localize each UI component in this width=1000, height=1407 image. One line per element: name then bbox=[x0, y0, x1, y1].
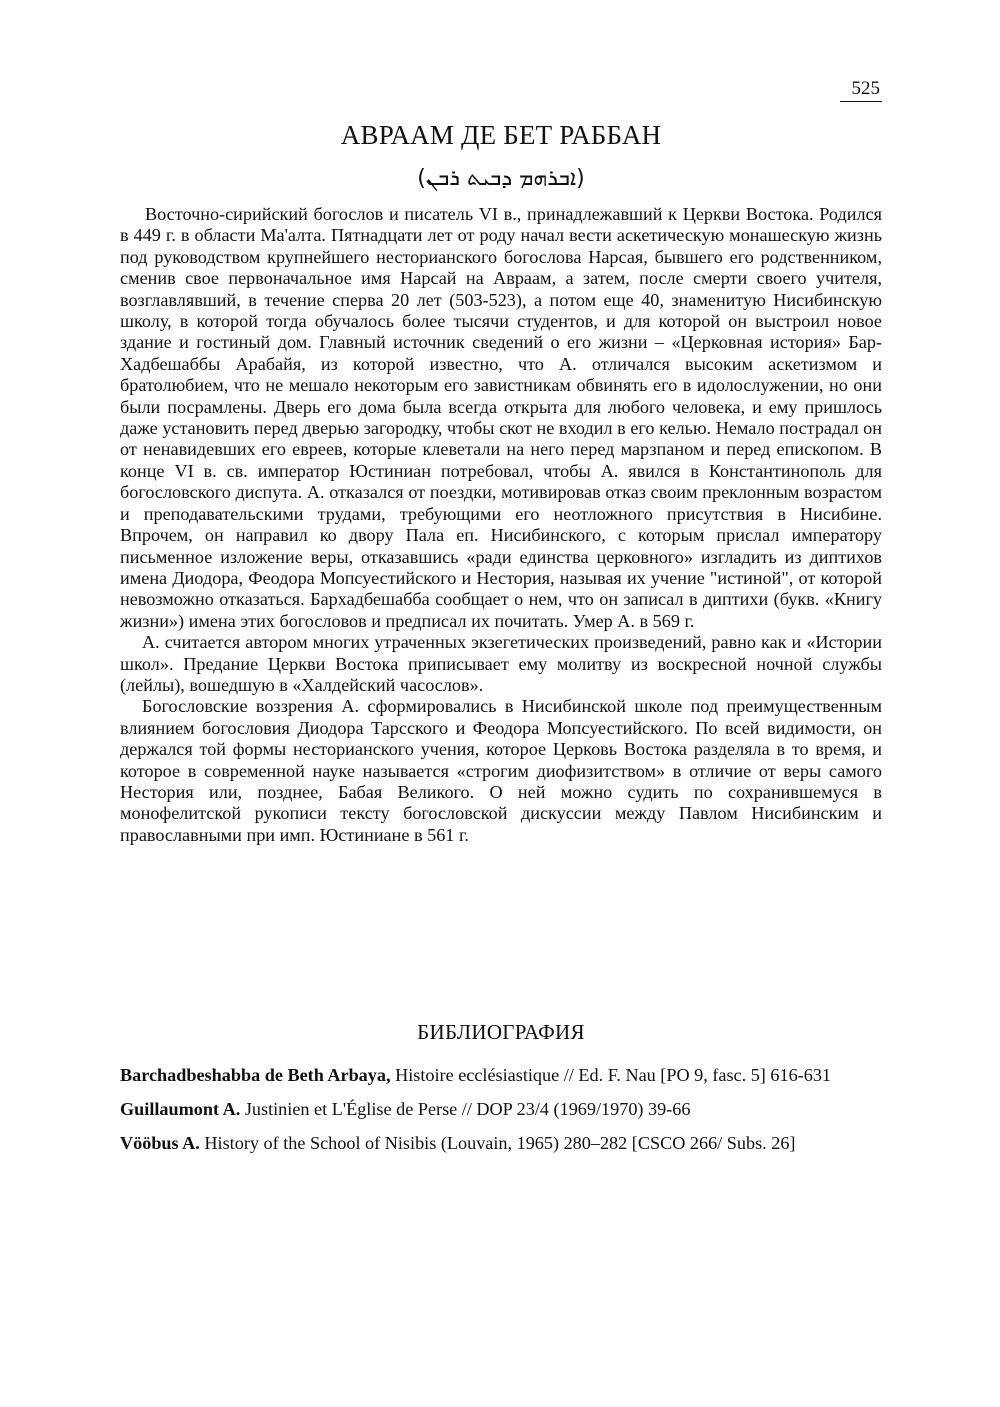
page-number: 525 bbox=[840, 78, 883, 102]
bibliography-text: Justinien et L'Église de Perse // DOP 23/4 (1969/1970) 39-66 bbox=[240, 1099, 691, 1119]
bibliography-entry bbox=[120, 1097, 882, 1121]
syriac-name: (ܐܒܪܗܡ ܕܒܝܬ ܪܒܢ) bbox=[417, 166, 585, 191]
bibliography-text: History of the School of Nisibis (Louvain, 1965) 280–282 [CSCO 266/ Subs. 26] bbox=[199, 1133, 796, 1153]
bibliography-text: Histoire ecclésiastique // Ed. F. Nau [PO 9, fasc. 5] 616-631 bbox=[390, 1065, 832, 1085]
bibliography-author: Vööbus A. bbox=[120, 1133, 200, 1153]
bibliography-heading: БИБЛИОГРАФИЯ bbox=[417, 1020, 585, 1044]
article-body bbox=[120, 204, 882, 846]
bibliography-entry bbox=[120, 1131, 882, 1155]
bibliography-author: Guillaumont A. bbox=[120, 1099, 241, 1119]
bibliography-entry bbox=[120, 1063, 882, 1087]
paragraph-works: А. считается автором многих утраченных экзегетических произведений, равно как и «Истории школ». Предание Церкви Востока приписывает ему молитву из воскресной ночной службы (лейлы), вошедшую в «Халдейский часослов». bbox=[120, 632, 882, 695]
paragraph-theology: Богословские воззрения А. сформировались в Нисибинской школе под преимущественным влиянием богословия Диодора Тарсского и Феодора Мопсуестийского. По всей видимости, он держался той формы несторианского учения, которое Церковь Востока разделяла в то время, и которое в современной науке называется «строгим диофизитством» в отличие от веры самого Нестория или, позднее, Бабая Великого. О ней можно судить по сохранившемуся в монофелитской рукописи тексту богословской дискуссии между Павлом Нисибинским и православными при имп. Юстиниане в 561 г. bbox=[120, 696, 882, 845]
bibliography-list bbox=[120, 1063, 882, 1165]
bibliography-author: Barchadbeshabba de Beth Arbaya, bbox=[120, 1065, 391, 1085]
paragraph-biography: Восточно-сирийский богослов и писатель VI в., принадлежавший к Церкви Востока. Родился в 449 г. в области Ма'алта. Пятнадцати лет от роду начал вести аскетическую монашескую жизнь под руководством крупнейшего несторианского богослова Нарсая, бывшего его родственником, сменив свое первоначальное имя Нарсай на Авраам, а затем, после смерти своего учителя, возглавлявший, в течение сперва 20 лет (503-523), а потом еще 40, знаменитую Нисибинскую школу, в которой тогда обучалось более тысячи студентов, и для которой он выстроил новое здание и гостиный дом. Главный источник сведений о его жизни – «Церковная история» Бар-Хадбешаббы Арабайя, из которой известно, что А. отличался высоким аскетизмом и братолюбием, что не мешало некоторым его завистникам обвинять его в идолослужении, но они были посрамлены. Дверь его дома была всегда открыта для любого человека, и ему пришлось даже установить перед дверью загородку, чтобы скот не входил в его келью. Немало пострадал он от ненавидевших его евреев, которые клеветали на него перед марзпаном и перед епископом. В конце VI в. св. император Юстиниан потребовал, чтобы А. явился в Константинополь для богословского диспута. А. отказался от поездки, мотивировав отказ своим преклонным возрастом и преподавательскими трудами, требующими его неотложного присутствия в Нисибине. Впрочем, он направил ко двору Пала еп. Нисибинского, с которым прислал императору письменное изложение веры, отказавшись «ради единства церковного» изгладить из диптихов имена Диодора, Феодора Мопсуестийского и Нестория, называя их учение "истиной", от которой невозможно отказаться. Бархадбешабба сообщает о нем, что он записал в диптихи (букв. «Книгу жизни») имена этих богословов и предписал их почитать. Умер А. в 569 г. bbox=[120, 204, 882, 631]
article-title: АВРААМ ДЕ БЕТ РАББАН bbox=[340, 120, 662, 150]
